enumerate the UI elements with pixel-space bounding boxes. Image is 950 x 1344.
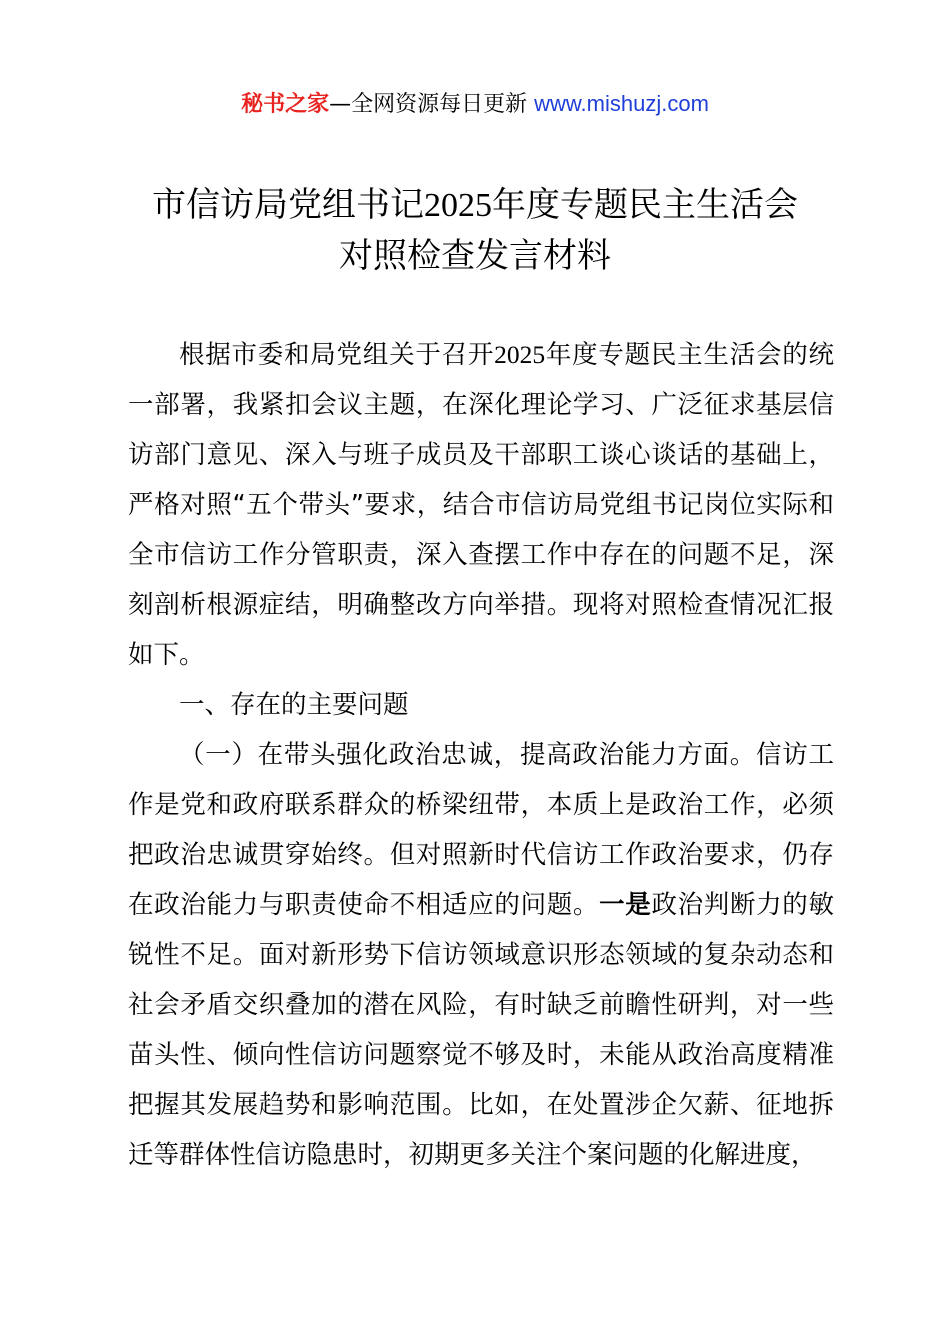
title-year: 2025	[424, 187, 492, 224]
title-part-b: 年度专题民主生活会	[492, 185, 798, 225]
intro-text-a: 根据市委和局党组关于召开	[179, 340, 495, 370]
document-body	[128, 330, 834, 1180]
brand-name: 秘书之家	[241, 92, 330, 117]
subsection-paragraph	[128, 730, 834, 1180]
title-line-2: 对照检查发言材料	[339, 236, 611, 276]
subsection-bold-marker: 一是	[599, 890, 652, 920]
intro-paragraph	[128, 330, 834, 680]
subsection-text-a: （一）在带头强化政治忠诚，提高政治能力方面。信访工作是党和政府联系群众的桥梁纽带，本质上是政治工作，必须把政治忠诚贯穿始终。但对照新时代信访工作政治要求，仍存在政治能力与职责使命不相适应的问题。	[128, 740, 834, 920]
subsection-text-b: 政治判断力的敏锐性不足。面对新形势下信访领域意识形态领域的复杂动态和社会矛盾交织叠加的潜在风险，有时缺乏前瞻性研判，对一些苗头性、倾向性信访问题察觉不够及时，未能从政治高度精准把握其发展趋势和影响范围。比如，在处置涉企欠薪、征地拆迁等群体性信访隐患时，初期更多关注个案问题的化解进度，	[128, 890, 834, 1170]
watermark-header	[0, 88, 950, 121]
header-tagline: —全网资源每日更新	[329, 92, 535, 117]
section-heading: 一、存在的主要问题	[179, 690, 409, 720]
title-line-1	[80, 180, 870, 231]
document-title	[80, 180, 870, 281]
intro-year: 2025	[494, 340, 546, 369]
intro-text-b: 年度专题民主生活会的统一部署，我紧扣会议主题，在深化理论学习、广泛征求基层信访部门意见、深入与班子成员及干部职工谈心谈话的基础上，严格对照“五个带头”要求，结合市信访局党组书记岗位实际和全市信访工作分管职责，深入查摆工作中存在的问题不足，深刻剖析根源症结，明确整改方向举措。现将对照检查情况汇报如下。	[128, 340, 834, 670]
site-link[interactable]: www.mishuzj.com	[534, 91, 709, 116]
title-part-a: 市信访局党组书记	[152, 185, 424, 225]
